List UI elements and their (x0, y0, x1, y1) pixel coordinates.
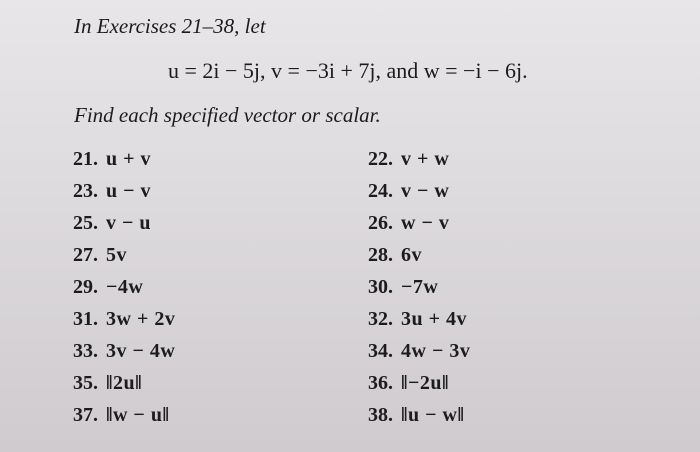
exercise-25: 25. v − u (73, 212, 152, 234)
exercise-31: 31. 3w + 2v (73, 308, 176, 330)
exercise-34: 34. 4w − 3v (368, 340, 471, 362)
exercise-30: 30. −7w (368, 276, 439, 298)
exercise-28: 28. 6v (368, 244, 422, 266)
exercise-32: 32. 3u + 4v (368, 308, 468, 330)
instruction-text: Find each specified vector or scalar. (74, 103, 381, 127)
exercise-37: 37. ‖w − u‖ (73, 404, 170, 426)
exercise-23: 23. u − v (73, 180, 152, 202)
exercise-27: 27. 5v (73, 244, 127, 266)
exercise-22: 22. v + w (368, 148, 450, 170)
exercise-24: 24. v − w (368, 180, 450, 202)
exercise-35: 35. ‖2u‖ (73, 372, 143, 394)
exercise-36: 36. ‖−2u‖ (368, 372, 449, 394)
exercise-38: 38. ‖u − w‖ (368, 404, 465, 426)
exercise-29: 29. −4w (73, 276, 144, 298)
vector-definitions: u = 2i − 5j, v = −3i + 7j, and w = −i − 6j. (168, 58, 528, 83)
exercise-26: 26. w − v (368, 212, 450, 234)
exercise-intro: In Exercises 21–38, let (74, 14, 266, 38)
exercise-33: 33. 3v − 4w (73, 340, 176, 362)
exercise-21: 21. u + v (73, 148, 152, 170)
